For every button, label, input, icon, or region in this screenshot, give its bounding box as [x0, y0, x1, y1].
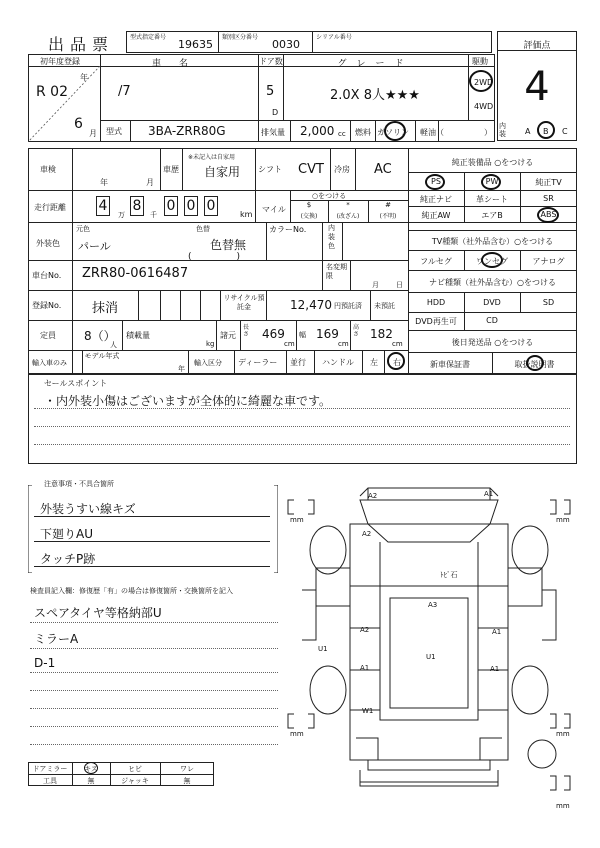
ac-value: AC: [374, 162, 392, 177]
engine-cc: 2,000: [300, 124, 335, 138]
damage-mark-a1-door: A1: [492, 628, 502, 636]
height-value: 182: [370, 327, 393, 341]
note-line-3: タッチP跡: [40, 552, 96, 566]
mileage-digit-3: 0: [164, 196, 178, 216]
paint-status: 色替無: [210, 238, 247, 252]
shift-value: CVT: [298, 162, 324, 177]
grade-label: 評価点: [523, 41, 551, 51]
doors-value: 5: [266, 84, 275, 99]
tv-oneseg: ワンセグ: [476, 257, 508, 266]
later-manual: 取扱説明書: [514, 360, 555, 369]
grade-label-box: グレード: [337, 59, 414, 69]
equip-pw: PW: [485, 177, 499, 186]
reg-era: R 02: [36, 84, 68, 100]
registration-value: 抹消: [92, 301, 119, 316]
chassis-no: ZRR80-0616487: [82, 266, 189, 281]
damage-mark-a1-front: A1: [484, 490, 494, 498]
damage-mark-a2-front: A2: [368, 492, 378, 500]
damage-mark-a1-rear-right: A1: [490, 665, 500, 673]
model-type: 3BA-ZRR80G: [148, 124, 226, 138]
width-value: 169: [316, 327, 339, 341]
model-label: 車名: [151, 59, 206, 69]
drive-2wd: 2WD: [474, 78, 494, 87]
doors-label: ドア数: [259, 57, 283, 66]
damage-mark-a2-door: A2: [360, 626, 370, 634]
model-value: /7: [118, 84, 131, 99]
damage-mark-a2-hood: A2: [362, 530, 372, 538]
equip-tv: 純正TV: [535, 178, 562, 187]
fuel-gasoline: ガソリン: [377, 128, 409, 137]
length-value: 469: [262, 327, 285, 341]
mileage-digit-5: 0: [204, 196, 218, 216]
class-no: 0030: [272, 38, 300, 51]
mileage-digit-2: 8: [130, 196, 144, 216]
damage-mark-a1-rear: A1: [360, 664, 370, 672]
orig-color: パール: [78, 240, 111, 253]
inspector-line-3: D-1: [34, 656, 56, 670]
sales-point-box: [28, 374, 577, 464]
recycle-amount: 12,470: [290, 298, 332, 312]
damage-mark-a3-roof: A3: [428, 601, 438, 609]
note-line-2: 下廻りAU: [40, 527, 93, 541]
mileage-digit-1: 4: [96, 196, 110, 216]
damage-mark-u1-center: U1: [426, 653, 436, 661]
drive-4wd: 4WD: [474, 102, 494, 111]
note-line-1: 外装うすい線キズ: [40, 502, 136, 516]
reg-month: 6: [74, 116, 83, 132]
spec-no: 19635: [178, 38, 213, 51]
form-title: 出品票: [48, 35, 115, 54]
equip-abs: ABS: [540, 210, 557, 219]
capacity-value: 8（）: [84, 329, 116, 343]
damage-mark-w1: W1: [362, 707, 374, 715]
spec-label: 型式指定番号: [130, 34, 167, 41]
damage-mark-chip: ﾄﾋﾞ石: [440, 571, 458, 579]
damage-mark-u1-side: U1: [318, 645, 328, 653]
equip-ps: PS: [431, 177, 441, 186]
inspector-line-1: スペアタイヤ等格納部U: [34, 606, 162, 620]
mileage-digit-4: 0: [184, 196, 198, 216]
serial-label: シリアル番号: [316, 34, 352, 41]
car-damage-diagram: [280, 470, 580, 810]
grade-value-text: 2.0X 8人★★★: [330, 88, 420, 103]
inspector-line-2: ミラーA: [34, 632, 79, 646]
history-value: 自家用: [204, 165, 241, 179]
class-label: 類別区分番号: [222, 34, 259, 41]
sales-point-text: ・内外装小傷はございますが全体的に綺麗な車です。: [44, 394, 332, 408]
reg-label: 初年度登録: [40, 57, 80, 66]
grade-value: 4: [524, 64, 550, 110]
